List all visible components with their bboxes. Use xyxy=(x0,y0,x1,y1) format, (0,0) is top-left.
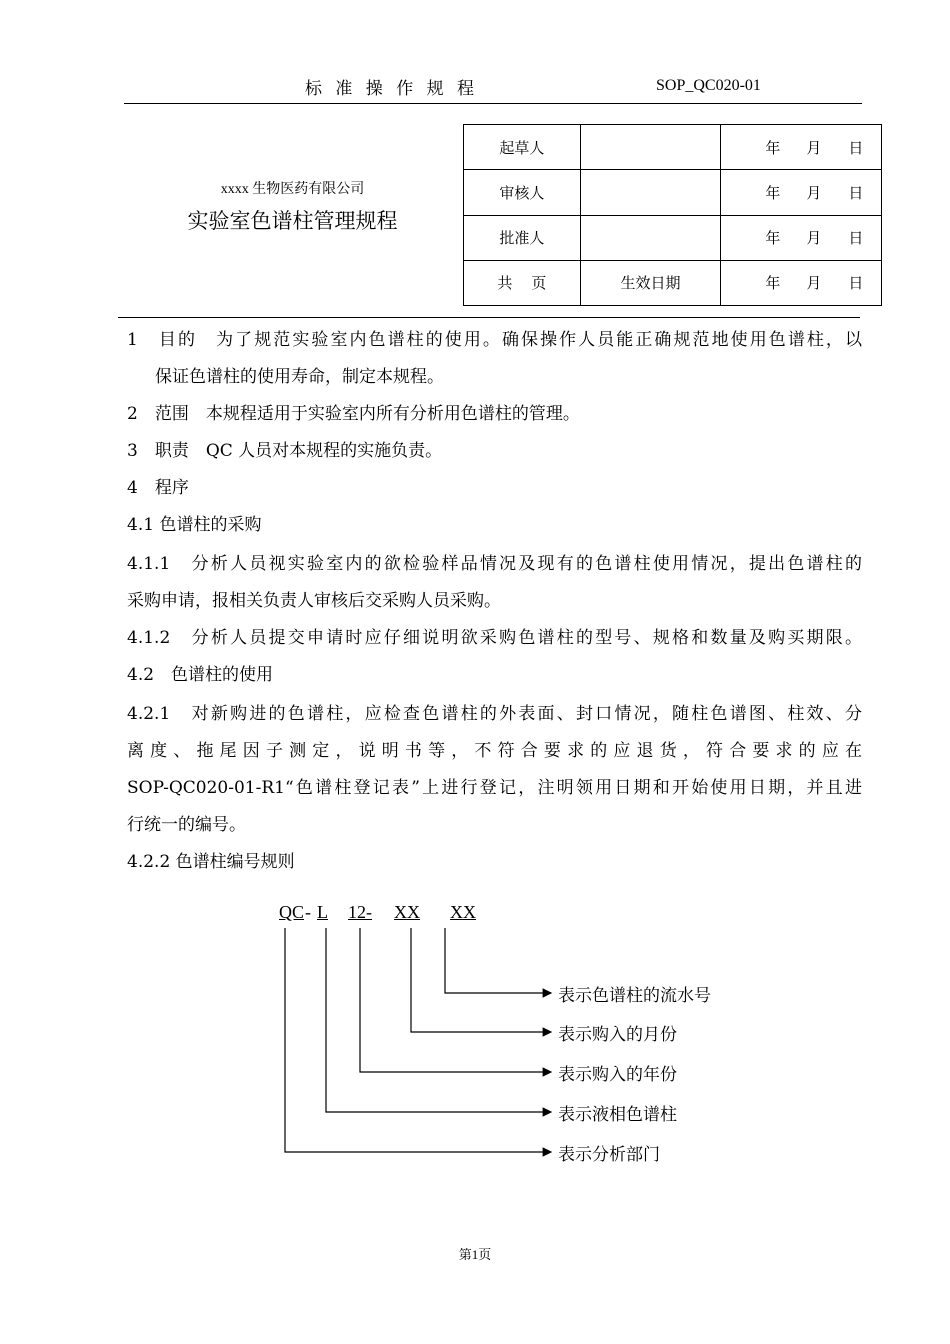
month-label: 月 xyxy=(806,183,822,202)
role-cell: 批准人 xyxy=(464,215,581,260)
role-cell: 起草人 xyxy=(464,125,581,170)
day-label: 日 xyxy=(848,138,864,157)
company-name: xxxx 生物医药有限公司 xyxy=(220,182,365,197)
column-numbering-diagram xyxy=(270,898,750,1173)
month-label: 月 xyxy=(806,138,822,157)
signature-cell[interactable] xyxy=(580,215,721,260)
connector-serial xyxy=(445,928,551,993)
connector-year xyxy=(360,928,551,1072)
label-type: 表示液相色谱柱 xyxy=(558,1105,677,1125)
code-sep: - xyxy=(305,902,311,922)
table-row xyxy=(464,125,882,170)
header-divider xyxy=(124,103,862,104)
code-dept: QC xyxy=(279,902,305,922)
month-label: 月 xyxy=(806,229,822,248)
date-cell[interactable] xyxy=(721,260,882,305)
year-label: 年 xyxy=(765,274,781,293)
year-label: 年 xyxy=(765,138,781,157)
connector-month xyxy=(411,928,551,1032)
label-dept: 表示分析部门 xyxy=(558,1145,660,1165)
code-serial: XX xyxy=(450,902,476,922)
date-cell[interactable] xyxy=(721,170,882,215)
code-month: XX xyxy=(394,902,420,922)
paragraph: 1 目的 为了规范实验室内色谱柱的使用。确保操作人员能正确规范地使用色谱柱，以 xyxy=(127,330,862,350)
paragraph: 2 范围 本规程适用于实验室内所有分析用色谱柱的管理。 xyxy=(127,404,580,424)
section-heading: 4.2.2 色谱柱编号规则 xyxy=(127,852,295,872)
section-divider xyxy=(118,317,860,318)
signature-cell[interactable] xyxy=(580,125,721,170)
header-title: 标 准 操 作 规 程 xyxy=(305,79,479,99)
approval-table xyxy=(463,124,882,306)
paragraph: 4.1.1 分析人员视实验室内的欲检验样品情况及现有的色谱柱使用情况，提出色谱柱的 xyxy=(127,554,862,574)
paragraph: 离度、拖尾因子测定，说明书等，不符合要求的应退货，符合要求的应在 xyxy=(127,741,862,761)
role-cell: 共 页 xyxy=(464,260,581,305)
year-label: 年 xyxy=(765,183,781,202)
date-cell[interactable] xyxy=(721,215,882,260)
label-serial: 表示色谱柱的流水号 xyxy=(558,986,711,1006)
section-heading: 4.1 色谱柱的采购 xyxy=(127,515,262,535)
code-type: L xyxy=(317,902,328,922)
paragraph: 4.1.2 分析人员提交申请时应仔细说明欲采购色谱柱的型号、规格和数量及购买期限。 xyxy=(127,628,862,648)
document-code: SOP_QC020-01 xyxy=(656,77,761,94)
table-row xyxy=(464,170,882,215)
label-year: 表示购入的年份 xyxy=(558,1065,677,1085)
date-cell[interactable] xyxy=(721,125,882,170)
connector-dept xyxy=(285,928,551,1152)
paragraph: 3 职责 QC 人员对本规程的实施负责。 xyxy=(127,441,443,461)
section-heading: 4 程序 xyxy=(127,478,189,498)
document-title: 实验室色谱柱管理规程 xyxy=(187,209,398,233)
paragraph: 采购申请，报相关负责人审核后交采购人员采购。 xyxy=(127,591,501,611)
day-label: 日 xyxy=(848,183,864,202)
month-label: 月 xyxy=(806,274,822,293)
role-cell: 审核人 xyxy=(464,170,581,215)
paragraph: 行统一的编号。 xyxy=(127,815,246,835)
day-label: 日 xyxy=(848,274,864,293)
connector-lines xyxy=(270,898,750,1173)
paragraph: 4.2.1 对新购进的色谱柱，应检查色谱柱的外表面、封口情况，随柱色谱图、柱效、分 xyxy=(127,704,862,724)
signature-cell[interactable] xyxy=(580,170,721,215)
section-heading: 4.2 色谱柱的使用 xyxy=(127,665,274,685)
table-row xyxy=(464,215,882,260)
label-month: 表示购入的月份 xyxy=(558,1025,677,1045)
paragraph: SOP-QC020-01-R1“色谱柱登记表”上进行登记，注明领用日期和开始使用日期，并且进 xyxy=(127,778,862,798)
code-year: 12- xyxy=(348,902,372,922)
page-number: 第1页 xyxy=(458,1247,492,1262)
year-label: 年 xyxy=(765,229,781,248)
paragraph: 保证色谱柱的使用寿命，制定本规程。 xyxy=(155,367,444,387)
effective-date-label: 生效日期 xyxy=(580,260,721,305)
table-row xyxy=(464,260,882,305)
day-label: 日 xyxy=(848,229,864,248)
